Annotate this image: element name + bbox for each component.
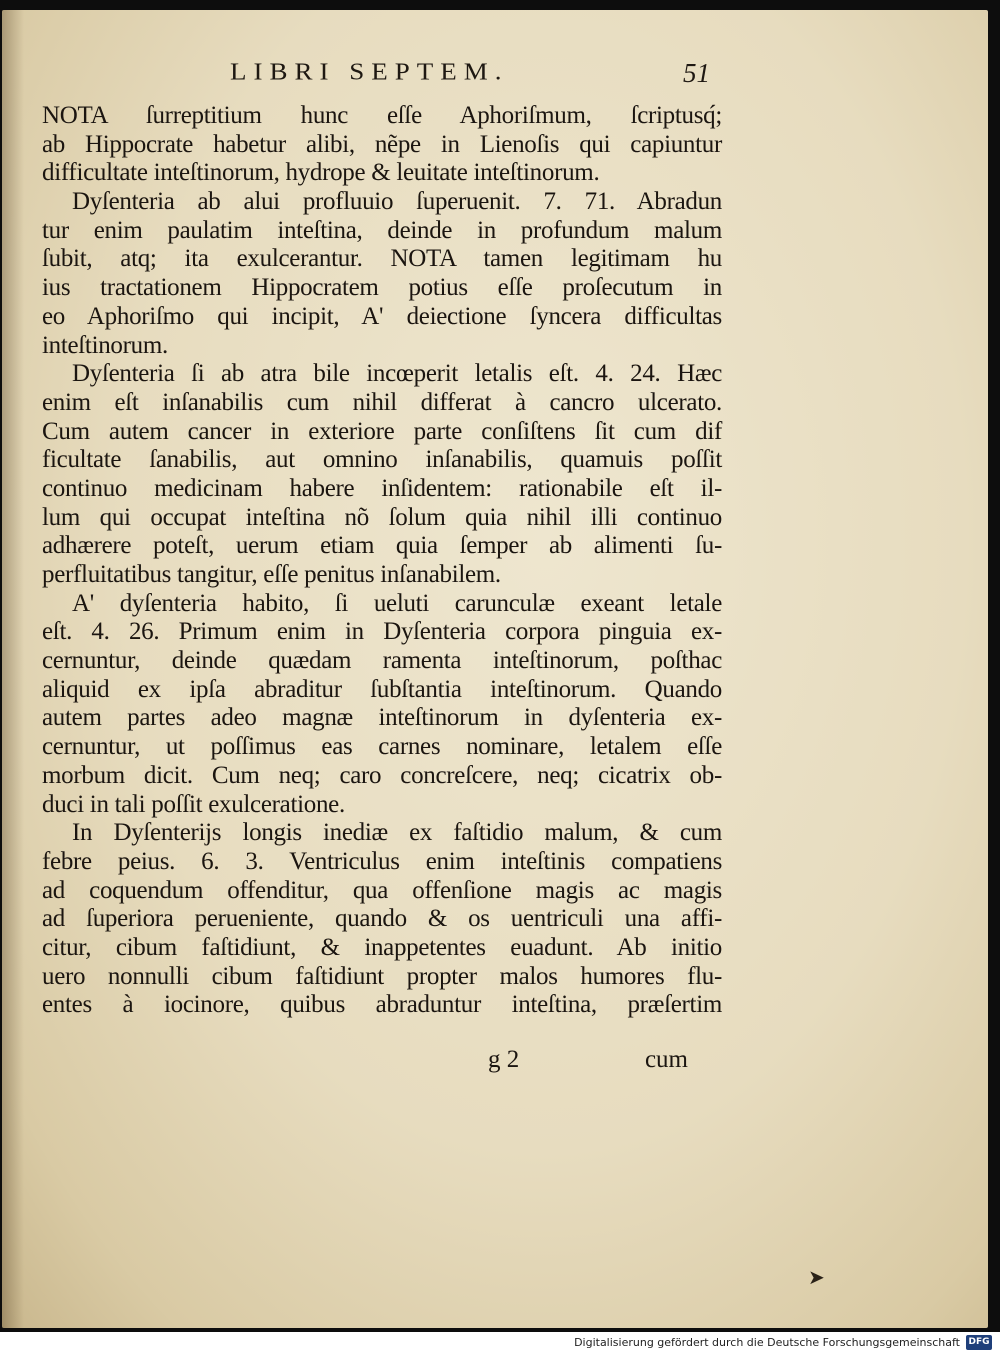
- text-line: entes à iocinore, quibus abraduntur inteſtina, præſertim: [42, 991, 722, 1019]
- text-line: continuo medicinam habere inſidentem: rationabile eſt il-: [42, 474, 722, 502]
- text-line: NOTA ſurreptitium hunc eſſe Aphoriſmum, ſcriptusq́;: [42, 102, 722, 129]
- text-line: uero nonnulli cibum faſtidiunt propter malos humores flu-: [42, 962, 722, 990]
- text-line: lum qui occupat inteſtina nõ ſolum quia nihil illi continuo: [42, 503, 722, 531]
- running-head: [200, 58, 710, 98]
- text-line: Cum autem cancer in exteriore parte conſiſtens ſit cum dif: [42, 417, 722, 445]
- text-line: Dyſenteria ſi ab atra bile incœperit letalis eſt. 4. 24. Hæc: [72, 360, 722, 388]
- text-line: inteſtinorum.: [42, 331, 168, 359]
- text-line: difficultate inteſtinorum, hydrope & leuitate inteſtinorum.: [42, 159, 600, 187]
- text-line: eo Aphoriſmo qui incipit, A' deiectione ſyncera difficultas: [42, 302, 722, 330]
- dfg-logo: DFG: [966, 1335, 992, 1350]
- text-line: aliquid ex ipſa abraditur ſubſtantia inteſtinorum. Quando: [42, 675, 722, 703]
- text-line: A' dyſenteria habito, ſi ueluti carunculæ exeant letale: [72, 589, 722, 617]
- funding-credit: Digitalisierung gefördert durch die Deutsche Forschungsgemeinschaft: [574, 1336, 960, 1349]
- text-line: ius tractationem Hippocratem potius eſſe proſecutum in: [42, 274, 722, 302]
- running-head-title: LIBRI SEPTEM.: [230, 58, 509, 85]
- text-line: morbum dicit. Cum neq; caro concreſcere, neq; cicatrix ob-: [42, 761, 722, 789]
- text-line: ficultate ſanabilis, aut omnino inſanabilis, quamuis poſſit: [42, 446, 722, 474]
- text-line: tur enim paulatim inteſtina, deinde in profundum malum: [42, 216, 722, 244]
- text-line: ſubit, atq; ita exulcerantur. NOTA tamen legitimam hu: [42, 245, 722, 273]
- footer-bar: [0, 1332, 1000, 1354]
- spine-shadow: [2, 10, 24, 1328]
- text-line: ab Hippocrate habetur alibi, nẽpe in Lienoſis qui capiuntur: [42, 130, 722, 158]
- text-line: duci in tali poſſit exulceratione.: [42, 790, 345, 818]
- text-line: adhærere poteſt, uerum etiam quia ſemper ab alimenti ſu-: [42, 532, 722, 560]
- text-line: cernuntur, ut poſſimus eas carnes nominare, letalem eſſe: [42, 733, 722, 761]
- catch-line: [488, 1046, 688, 1078]
- text-line: ad coquendum offenditur, qua offenſione magis ac magis: [42, 876, 722, 904]
- text-line: autem partes adeo magnæ inteſtinorum in dyſenteria ex-: [42, 704, 722, 732]
- page-number: 51: [683, 58, 710, 88]
- catchword: cum: [644, 1046, 688, 1073]
- text-line: eſt. 4. 26. Primum enim in Dyſenteria corpora pinguia ex-: [42, 618, 722, 646]
- text-line: ad ſuperiora perueniente, quando & os uentriculi una affi-: [42, 905, 722, 933]
- text-line: enim eſt inſanabilis cum nihil differat à cancro ulcerato.: [42, 388, 722, 416]
- text-line: citur, cibum faſtidiunt, & inappetentes euadunt. Ab initio: [42, 933, 722, 961]
- text-line: In Dyſenterijs longis inediæ ex faſtidio malum, & cum: [72, 819, 722, 847]
- signature-mark: g 2: [488, 1046, 520, 1073]
- text-line: perfluitatibus tangitur, eſſe penitus inſanabilem.: [42, 561, 501, 588]
- text-line: febre peius. 6. 3. Ventriculus enim inteſtinis compatiens: [42, 847, 722, 875]
- text-line: cernuntur, deinde quædam ramenta inteſtinorum, poſthac: [42, 647, 722, 675]
- text-line: Dyſenteria ab alui profluuio ſuperuenit. 7. 71. Abradun: [72, 188, 722, 216]
- body-text: [42, 102, 722, 1020]
- corner-mark-icon: ➤: [808, 1267, 825, 1289]
